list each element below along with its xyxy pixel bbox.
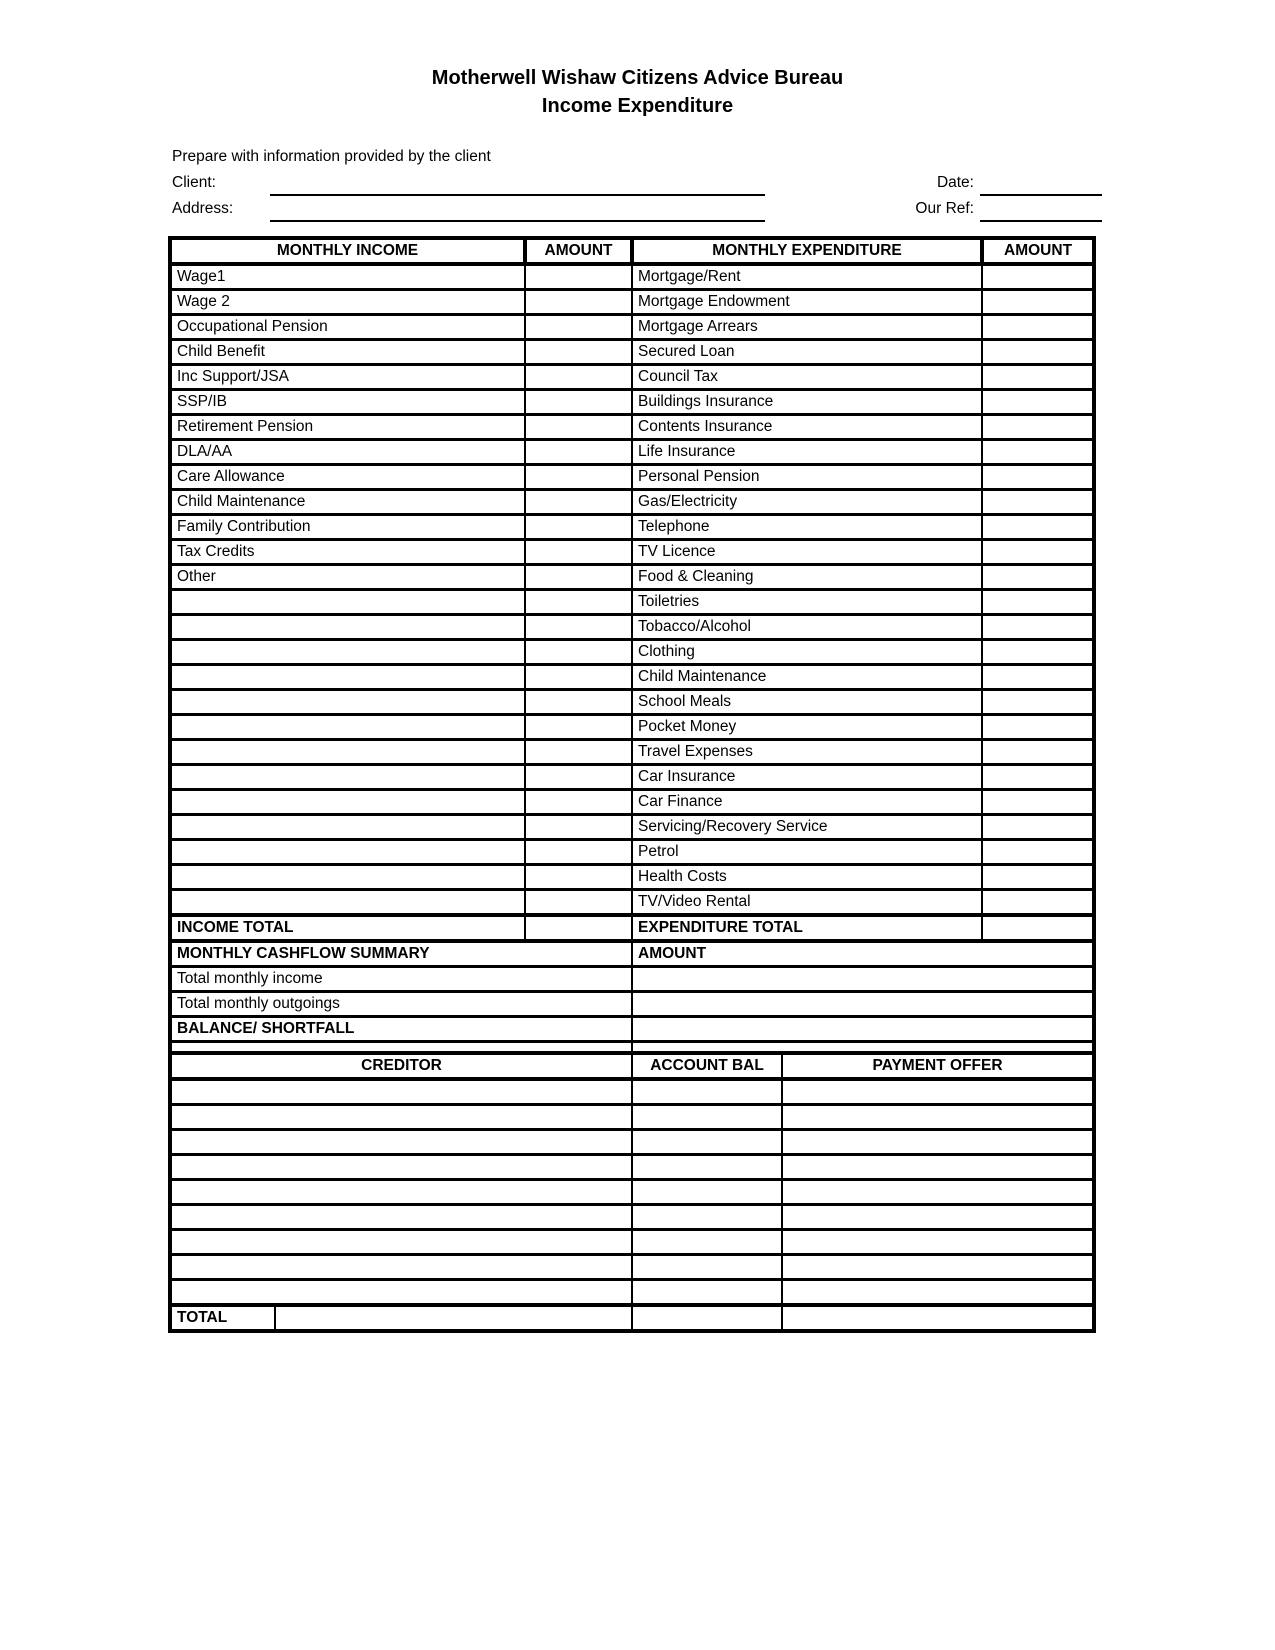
creditor-payment-offer-cell xyxy=(782,1180,1094,1205)
creditor-payment-offer-cell xyxy=(782,1280,1094,1306)
header-payment-offer: PAYMENT OFFER xyxy=(782,1053,1094,1079)
income-amount-cell xyxy=(525,615,632,640)
creditor-account-bal-cell xyxy=(632,1205,782,1230)
income-item-cell xyxy=(170,590,525,615)
expenditure-amount-cell xyxy=(982,290,1094,315)
creditor-account-bal-cell xyxy=(632,1130,782,1155)
income-item-cell xyxy=(170,790,525,815)
header-expenditure-amount: AMOUNT xyxy=(982,238,1094,264)
summary-gap-row xyxy=(170,1042,1094,1054)
item-row xyxy=(170,740,1094,765)
item-row xyxy=(170,715,1094,740)
expenditure-item-cell: Toiletries xyxy=(632,590,982,615)
our-ref-label: Our Ref: xyxy=(915,200,974,217)
expenditure-amount-cell xyxy=(982,440,1094,465)
expenditure-amount-cell xyxy=(982,765,1094,790)
expenditure-item-cell: Mortgage Endowment xyxy=(632,290,982,315)
total-monthly-outgoings-amount-cell xyxy=(632,992,1094,1017)
creditor-payment-offer-cell xyxy=(782,1079,1094,1105)
income-item-cell: Inc Support/JSA xyxy=(170,365,525,390)
item-row xyxy=(170,590,1094,615)
creditor-row xyxy=(170,1280,1094,1306)
item-row xyxy=(170,790,1094,815)
income-item-cell: Family Contribution xyxy=(170,515,525,540)
creditor-name-cell xyxy=(170,1155,632,1180)
creditor-payment-offer-cell xyxy=(782,1255,1094,1280)
income-item-cell: Tax Credits xyxy=(170,540,525,565)
item-row xyxy=(170,815,1094,840)
creditor-total-blank-cell xyxy=(275,1305,632,1331)
client-info-block xyxy=(172,144,1102,222)
item-row xyxy=(170,315,1094,340)
expenditure-item-cell: Gas/Electricity xyxy=(632,490,982,515)
expenditure-amount-cell xyxy=(982,790,1094,815)
creditor-header-row xyxy=(170,1053,1094,1079)
our-ref-fill-line xyxy=(980,196,1102,222)
cashflow-summary-header-row xyxy=(170,941,1094,967)
expenditure-total-amount-cell xyxy=(982,915,1094,941)
expenditure-amount-cell xyxy=(982,665,1094,690)
expenditure-amount-cell xyxy=(982,515,1094,540)
creditor-name-cell xyxy=(170,1180,632,1205)
income-amount-cell xyxy=(525,264,632,290)
item-row xyxy=(170,440,1094,465)
item-row xyxy=(170,865,1094,890)
totals-row xyxy=(170,915,1094,941)
header-monthly-expenditure: MONTHLY EXPENDITURE xyxy=(632,238,982,264)
header-creditor: CREDITOR xyxy=(170,1053,632,1079)
expenditure-item-cell: Car Insurance xyxy=(632,765,982,790)
income-item-cell: Child Benefit xyxy=(170,340,525,365)
income-expenditure-rows xyxy=(170,264,1094,915)
item-row xyxy=(170,565,1094,590)
income-amount-cell xyxy=(525,390,632,415)
client-fill-line xyxy=(270,170,765,196)
date-fill-line xyxy=(980,170,1102,196)
income-item-cell xyxy=(170,640,525,665)
expenditure-amount-cell xyxy=(982,490,1094,515)
income-item-cell xyxy=(170,665,525,690)
expenditure-amount-cell xyxy=(982,640,1094,665)
creditor-row xyxy=(170,1130,1094,1155)
income-item-cell: Wage1 xyxy=(170,264,525,290)
creditor-account-bal-cell xyxy=(632,1180,782,1205)
income-amount-cell xyxy=(525,515,632,540)
expenditure-amount-cell xyxy=(982,540,1094,565)
expenditure-amount-cell xyxy=(982,315,1094,340)
income-amount-cell xyxy=(525,365,632,390)
creditor-total-account-bal-cell xyxy=(632,1305,782,1331)
item-row xyxy=(170,540,1094,565)
doc-title: Motherwell Wishaw Citizens Advice Bureau xyxy=(431,67,844,89)
expenditure-amount-cell xyxy=(982,840,1094,865)
creditor-row xyxy=(170,1079,1094,1105)
expenditure-item-cell: Food & Cleaning xyxy=(632,565,982,590)
header-income-amount: AMOUNT xyxy=(525,238,632,264)
expenditure-amount-cell xyxy=(982,415,1094,440)
expenditure-item-cell: Contents Insurance xyxy=(632,415,982,440)
item-row xyxy=(170,690,1094,715)
expenditure-item-cell: Child Maintenance xyxy=(632,665,982,690)
total-monthly-outgoings-label: Total monthly outgoings xyxy=(170,992,632,1017)
item-row xyxy=(170,365,1094,390)
creditor-row xyxy=(170,1230,1094,1255)
expenditure-amount-cell xyxy=(982,890,1094,916)
income-amount-cell xyxy=(525,640,632,665)
expenditure-item-cell: Health Costs xyxy=(632,865,982,890)
creditor-payment-offer-cell xyxy=(782,1230,1094,1255)
creditor-account-bal-cell xyxy=(632,1230,782,1255)
income-item-cell: Wage 2 xyxy=(170,290,525,315)
creditor-row xyxy=(170,1180,1094,1205)
income-amount-cell xyxy=(525,315,632,340)
income-amount-cell xyxy=(525,715,632,740)
income-item-cell xyxy=(170,890,525,916)
item-row xyxy=(170,490,1094,515)
expenditure-item-cell: Council Tax xyxy=(632,365,982,390)
client-label: Client: xyxy=(172,174,216,191)
address-fill-line xyxy=(270,196,765,222)
income-amount-cell xyxy=(525,740,632,765)
income-item-cell xyxy=(170,690,525,715)
income-item-cell: Retirement Pension xyxy=(170,415,525,440)
expenditure-amount-cell xyxy=(982,340,1094,365)
income-item-cell: Child Maintenance xyxy=(170,490,525,515)
creditor-account-bal-cell xyxy=(632,1079,782,1105)
creditor-payment-offer-cell xyxy=(782,1155,1094,1180)
expenditure-amount-cell xyxy=(982,690,1094,715)
expenditure-amount-cell xyxy=(982,815,1094,840)
creditor-account-bal-cell xyxy=(632,1155,782,1180)
expenditure-total-label: EXPENDITURE TOTAL xyxy=(632,915,982,941)
income-item-cell xyxy=(170,815,525,840)
expenditure-item-cell: Clothing xyxy=(632,640,982,665)
header-monthly-income: MONTHLY INCOME xyxy=(170,238,525,264)
document-header xyxy=(0,0,1275,120)
item-row xyxy=(170,615,1094,640)
intro-note: Prepare with information provided by the client xyxy=(172,148,491,165)
creditor-name-cell xyxy=(170,1230,632,1255)
creditor-total-label: TOTAL xyxy=(170,1305,275,1331)
income-amount-cell xyxy=(525,590,632,615)
expenditure-item-cell: Servicing/Recovery Service xyxy=(632,815,982,840)
income-amount-cell xyxy=(525,465,632,490)
creditor-name-cell xyxy=(170,1079,632,1105)
item-row xyxy=(170,515,1094,540)
expenditure-item-cell: Buildings Insurance xyxy=(632,390,982,415)
income-amount-cell xyxy=(525,290,632,315)
income-item-cell: DLA/AA xyxy=(170,440,525,465)
item-row xyxy=(170,290,1094,315)
income-item-cell: Occupational Pension xyxy=(170,315,525,340)
income-amount-cell xyxy=(525,765,632,790)
address-row xyxy=(172,196,1102,222)
creditor-payment-offer-cell xyxy=(782,1105,1094,1130)
header-account-bal: ACCOUNT BAL xyxy=(632,1053,782,1079)
creditor-rows xyxy=(170,1079,1094,1305)
main-header xyxy=(170,238,1094,264)
item-row xyxy=(170,415,1094,440)
creditor-row xyxy=(170,1255,1094,1280)
expenditure-amount-cell xyxy=(982,565,1094,590)
item-row xyxy=(170,890,1094,916)
income-amount-cell xyxy=(525,540,632,565)
creditor-name-cell xyxy=(170,1280,632,1306)
expenditure-item-cell: Petrol xyxy=(632,840,982,865)
expenditure-item-cell: Personal Pension xyxy=(632,465,982,490)
income-item-cell xyxy=(170,840,525,865)
creditor-row xyxy=(170,1205,1094,1230)
item-row xyxy=(170,465,1094,490)
creditor-header xyxy=(170,1053,1094,1079)
expenditure-amount-cell xyxy=(982,740,1094,765)
expenditure-item-cell: Telephone xyxy=(632,515,982,540)
income-item-cell xyxy=(170,865,525,890)
creditor-name-cell xyxy=(170,1255,632,1280)
total-monthly-income-label: Total monthly income xyxy=(170,967,632,992)
balance-shortfall-row xyxy=(170,1017,1094,1042)
creditor-row xyxy=(170,1155,1094,1180)
creditor-name-cell xyxy=(170,1205,632,1230)
income-amount-cell xyxy=(525,490,632,515)
total-monthly-outgoings-row xyxy=(170,992,1094,1017)
income-amount-cell xyxy=(525,440,632,465)
income-amount-cell xyxy=(525,865,632,890)
income-item-cell: SSP/IB xyxy=(170,390,525,415)
main-header-row xyxy=(170,238,1094,264)
expenditure-item-cell: Life Insurance xyxy=(632,440,982,465)
income-item-cell: Other xyxy=(170,565,525,590)
item-row xyxy=(170,840,1094,865)
item-row xyxy=(170,390,1094,415)
item-row xyxy=(170,264,1094,290)
income-amount-cell xyxy=(525,690,632,715)
client-row xyxy=(172,170,1102,196)
expenditure-amount-cell xyxy=(982,590,1094,615)
income-total-amount-cell xyxy=(525,915,632,941)
expenditure-item-cell: Travel Expenses xyxy=(632,740,982,765)
item-row xyxy=(170,340,1094,365)
date-label: Date: xyxy=(936,174,974,191)
expenditure-item-cell: Car Finance xyxy=(632,790,982,815)
cashflow-summary-label: MONTHLY CASHFLOW SUMMARY xyxy=(170,941,632,967)
creditor-account-bal-cell xyxy=(632,1280,782,1306)
income-amount-cell xyxy=(525,415,632,440)
expenditure-item-cell: School Meals xyxy=(632,690,982,715)
expenditure-item-cell: TV/Video Rental xyxy=(632,890,982,916)
income-amount-cell xyxy=(525,565,632,590)
income-item-cell xyxy=(170,615,525,640)
expenditure-item-cell: Tobacco/Alcohol xyxy=(632,615,982,640)
expenditure-amount-cell xyxy=(982,615,1094,640)
balance-shortfall-label: BALANCE/ SHORTFALL xyxy=(170,1017,632,1042)
expenditure-item-cell: Secured Loan xyxy=(632,340,982,365)
address-label: Address: xyxy=(172,200,234,217)
income-amount-cell xyxy=(525,665,632,690)
income-amount-cell xyxy=(525,340,632,365)
item-row xyxy=(170,765,1094,790)
expenditure-amount-cell xyxy=(982,365,1094,390)
item-row xyxy=(170,665,1094,690)
income-item-cell xyxy=(170,740,525,765)
income-amount-cell xyxy=(525,815,632,840)
balance-shortfall-amount-cell xyxy=(632,1017,1094,1042)
creditor-row xyxy=(170,1105,1094,1130)
income-total-label: INCOME TOTAL xyxy=(170,915,525,941)
cashflow-amount-label: AMOUNT xyxy=(632,941,1094,967)
expenditure-amount-cell xyxy=(982,865,1094,890)
expenditure-amount-cell xyxy=(982,715,1094,740)
expenditure-amount-cell xyxy=(982,264,1094,290)
creditor-payment-offer-cell xyxy=(782,1205,1094,1230)
creditor-payment-offer-cell xyxy=(782,1130,1094,1155)
total-monthly-income-row xyxy=(170,967,1094,992)
income-amount-cell xyxy=(525,890,632,916)
expenditure-item-cell: Mortgage Arrears xyxy=(632,315,982,340)
expenditure-amount-cell xyxy=(982,390,1094,415)
income-expenditure-form-table xyxy=(168,236,1096,1333)
creditor-total xyxy=(170,1305,1094,1331)
income-item-cell: Care Allowance xyxy=(170,465,525,490)
totals-and-summary xyxy=(170,915,1094,1053)
expenditure-item-cell: Pocket Money xyxy=(632,715,982,740)
total-monthly-income-amount-cell xyxy=(632,967,1094,992)
creditor-total-payment-offer-cell xyxy=(782,1305,1094,1331)
creditor-account-bal-cell xyxy=(632,1105,782,1130)
income-amount-cell xyxy=(525,790,632,815)
creditor-account-bal-cell xyxy=(632,1255,782,1280)
doc-subtitle: Income Expenditure xyxy=(541,95,734,117)
creditor-name-cell xyxy=(170,1105,632,1130)
income-item-cell xyxy=(170,765,525,790)
item-row xyxy=(170,640,1094,665)
creditor-total-row xyxy=(170,1305,1094,1331)
income-amount-cell xyxy=(525,840,632,865)
expenditure-amount-cell xyxy=(982,465,1094,490)
income-item-cell xyxy=(170,715,525,740)
expenditure-item-cell: TV Licence xyxy=(632,540,982,565)
creditor-name-cell xyxy=(170,1130,632,1155)
expenditure-item-cell: Mortgage/Rent xyxy=(632,264,982,290)
